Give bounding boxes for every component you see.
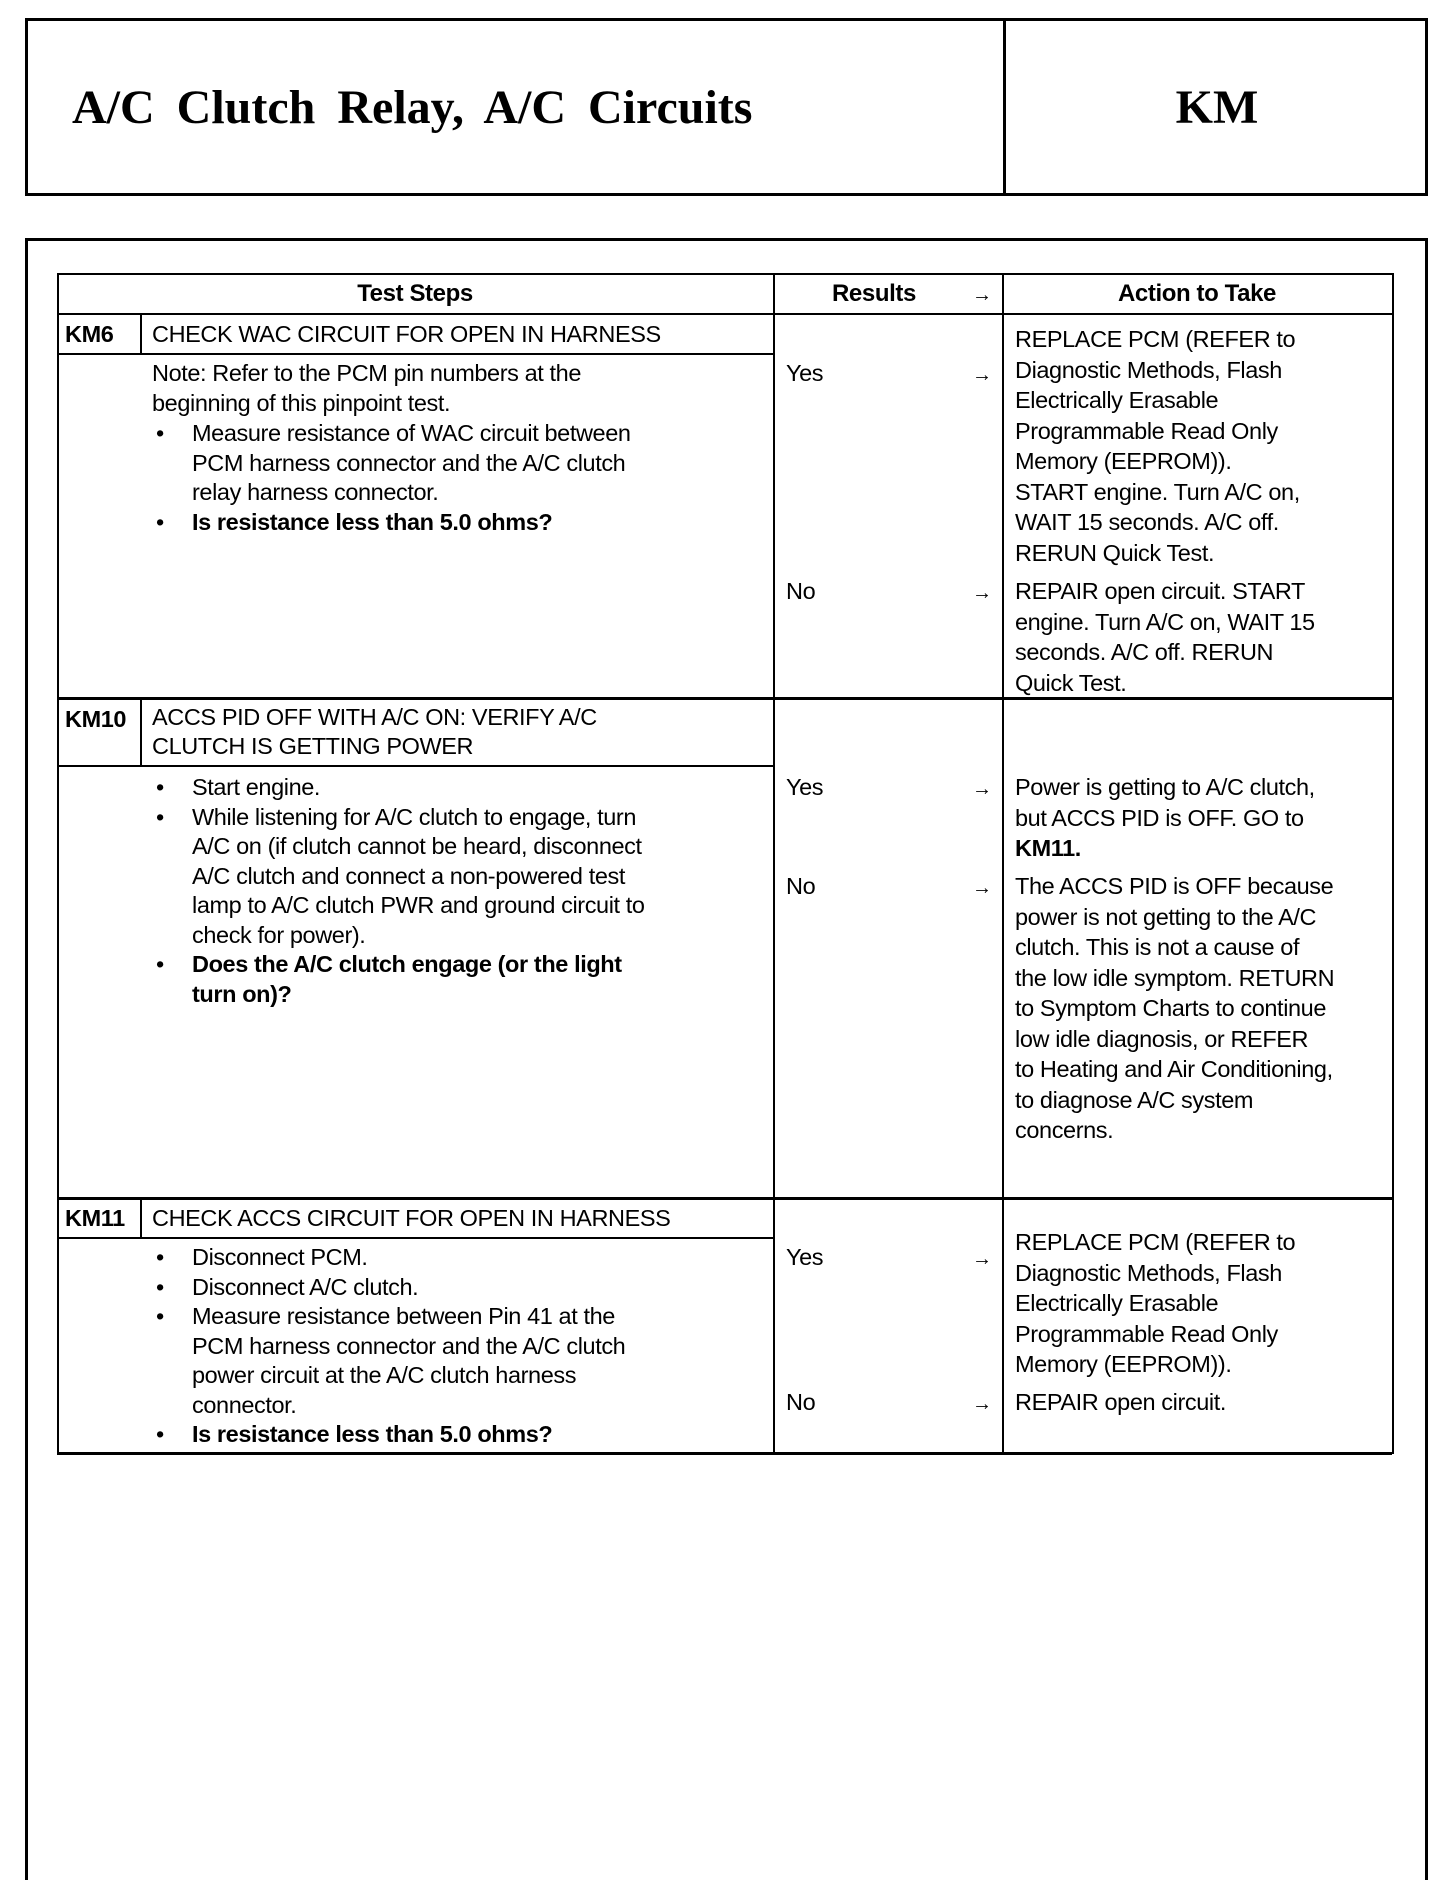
step-instruction: Measure resistance of WAC circuit between (192, 420, 631, 446)
arrow-icon: → (972, 1248, 992, 1270)
row-divider (57, 697, 1392, 700)
step-instruction: connector. (192, 1391, 297, 1418)
arrow-icon: → (972, 582, 992, 604)
result-no: No (786, 873, 816, 899)
action-text: clutch. This is not a cause of (1015, 934, 1300, 960)
step-instruction: PCM harness connector and the A/C clutch (192, 449, 626, 476)
step-question: turn on)? (192, 980, 292, 1007)
test-step-id: KM11 (65, 1205, 125, 1231)
action-text: engine. Turn A/C on, WAIT 15 (1015, 608, 1315, 635)
id-divider (140, 314, 142, 353)
header-test-steps: Test Steps (357, 280, 473, 307)
action-text: The ACCS PID is OFF because (1015, 873, 1334, 899)
step-instruction: relay harness connector. (192, 479, 439, 505)
bullet-icon: • (156, 951, 164, 977)
bullet-icon: • (156, 420, 164, 446)
test-step-title: CLUTCH IS GETTING POWER (152, 733, 474, 759)
action-text: Electrically Erasable (1015, 387, 1219, 413)
test-step-id: KM10 (65, 706, 127, 732)
action-text: Programmable Read Only (1015, 1320, 1278, 1347)
action-text: Quick Test. (1015, 669, 1127, 696)
step-instruction: check for power). (192, 921, 366, 948)
action-text: Memory (EEPROM)). (1015, 1351, 1232, 1377)
goto-link: KM11. (1015, 835, 1081, 861)
action-text: to Heating and Air Conditioning, (1015, 1056, 1333, 1082)
action-text: REPLACE PCM (REFER to (1015, 1229, 1296, 1255)
action-text: Electrically Erasable (1015, 1290, 1219, 1316)
title-divider (57, 1237, 773, 1239)
table-border-top (57, 273, 1392, 275)
action-text: START engine. Turn A/C on, (1015, 478, 1300, 505)
test-step-id: KM6 (65, 321, 114, 347)
result-no: No (786, 1389, 816, 1415)
action-text: Power is getting to A/C clutch, (1015, 774, 1315, 800)
action-text: Diagnostic Methods, Flash (1015, 356, 1282, 383)
action-text: Memory (EEPROM)). (1015, 448, 1232, 474)
result-no: No (786, 578, 816, 604)
action-text: RERUN Quick Test. (1015, 539, 1215, 566)
action-text: but ACCS PID is OFF. GO to (1015, 804, 1304, 831)
header-divider (57, 313, 1392, 315)
arrow-icon: → (972, 778, 992, 800)
step-instruction: PCM harness connector and the A/C clutch (192, 1332, 626, 1359)
step-instruction: Start engine. (192, 774, 321, 800)
bullet-icon: • (156, 1421, 164, 1447)
action-text: seconds. A/C off. RERUN (1015, 639, 1274, 665)
action-text: Diagnostic Methods, Flash (1015, 1259, 1282, 1286)
test-step-title: CHECK WAC CIRCUIT FOR OPEN IN HARNESS (152, 321, 661, 347)
step-instruction: Measure resistance between Pin 41 at the (192, 1303, 615, 1329)
arrow-icon: → (972, 364, 992, 386)
action-text: WAIT 15 seconds. A/C off. (1015, 509, 1279, 535)
section-code: KM (1175, 81, 1259, 134)
header-results: Results (832, 280, 916, 307)
action-text: concerns. (1015, 1117, 1114, 1143)
step-question: Does the A/C clutch engage (or the light (192, 951, 622, 977)
step-instruction: Disconnect PCM. (192, 1244, 368, 1270)
bullet-icon: • (156, 1303, 164, 1329)
action-text: low idle diagnosis, or REFER (1015, 1025, 1309, 1052)
action-text: Programmable Read Only (1015, 417, 1278, 444)
id-divider (140, 1198, 142, 1237)
id-divider (140, 698, 142, 765)
test-step-title: CHECK ACCS CIRCUIT FOR OPEN IN HARNESS (152, 1205, 671, 1231)
result-yes: Yes (786, 360, 824, 386)
action-text: to Symptom Charts to continue (1015, 995, 1327, 1021)
col-divider (1002, 273, 1004, 1454)
step-instruction: While listening for A/C clutch to engage, turn (192, 803, 637, 830)
action-text: to diagnose A/C system (1015, 1086, 1254, 1113)
arrow-icon: → (972, 284, 992, 306)
step-question: Is resistance less than 5.0 ohms? (192, 508, 553, 535)
action-text: REPAIR open circuit. START (1015, 578, 1305, 604)
step-instruction: power circuit at the A/C clutch harness (192, 1362, 577, 1388)
col-divider (773, 273, 775, 1454)
bullet-icon: • (156, 508, 164, 535)
action-text: power is not getting to the A/C (1015, 903, 1317, 930)
action-text: the low idle symptom. RETURN (1015, 964, 1335, 991)
step-instruction: A/C on (if clutch cannot be heard, disconnect (192, 833, 642, 859)
step-note: Note: Refer to the PCM pin numbers at the (152, 360, 582, 386)
title-divider (57, 353, 773, 355)
page-title: A/C Clutch Relay, A/C Circuits (72, 81, 753, 134)
step-instruction: lamp to A/C clutch PWR and ground circuit to (192, 892, 645, 918)
arrow-icon: → (972, 1393, 992, 1415)
row-divider (57, 1197, 1392, 1200)
test-step-title: ACCS PID OFF WITH A/C ON: VERIFY A/C (152, 704, 597, 730)
result-yes: Yes (786, 774, 824, 800)
title-divider (57, 765, 773, 767)
action-text: REPAIR open circuit. (1015, 1389, 1226, 1415)
arrow-icon: → (972, 877, 992, 899)
action-text: REPLACE PCM (REFER to (1015, 326, 1296, 352)
result-yes: Yes (786, 1244, 824, 1270)
header-action: Action to Take (1118, 280, 1276, 307)
step-question: Is resistance less than 5.0 ohms? (192, 1421, 553, 1447)
row-divider (57, 1452, 1392, 1455)
table-border-left (57, 273, 59, 1454)
step-instruction: Disconnect A/C clutch. (192, 1273, 419, 1300)
bullet-icon: • (156, 803, 164, 830)
bullet-icon: • (156, 1244, 164, 1270)
step-instruction: A/C clutch and connect a non-powered test (192, 862, 625, 889)
table-border-right (1392, 273, 1394, 1454)
step-note: beginning of this pinpoint test. (152, 389, 451, 416)
bullet-icon: • (156, 774, 164, 800)
bullet-icon: • (156, 1273, 164, 1300)
